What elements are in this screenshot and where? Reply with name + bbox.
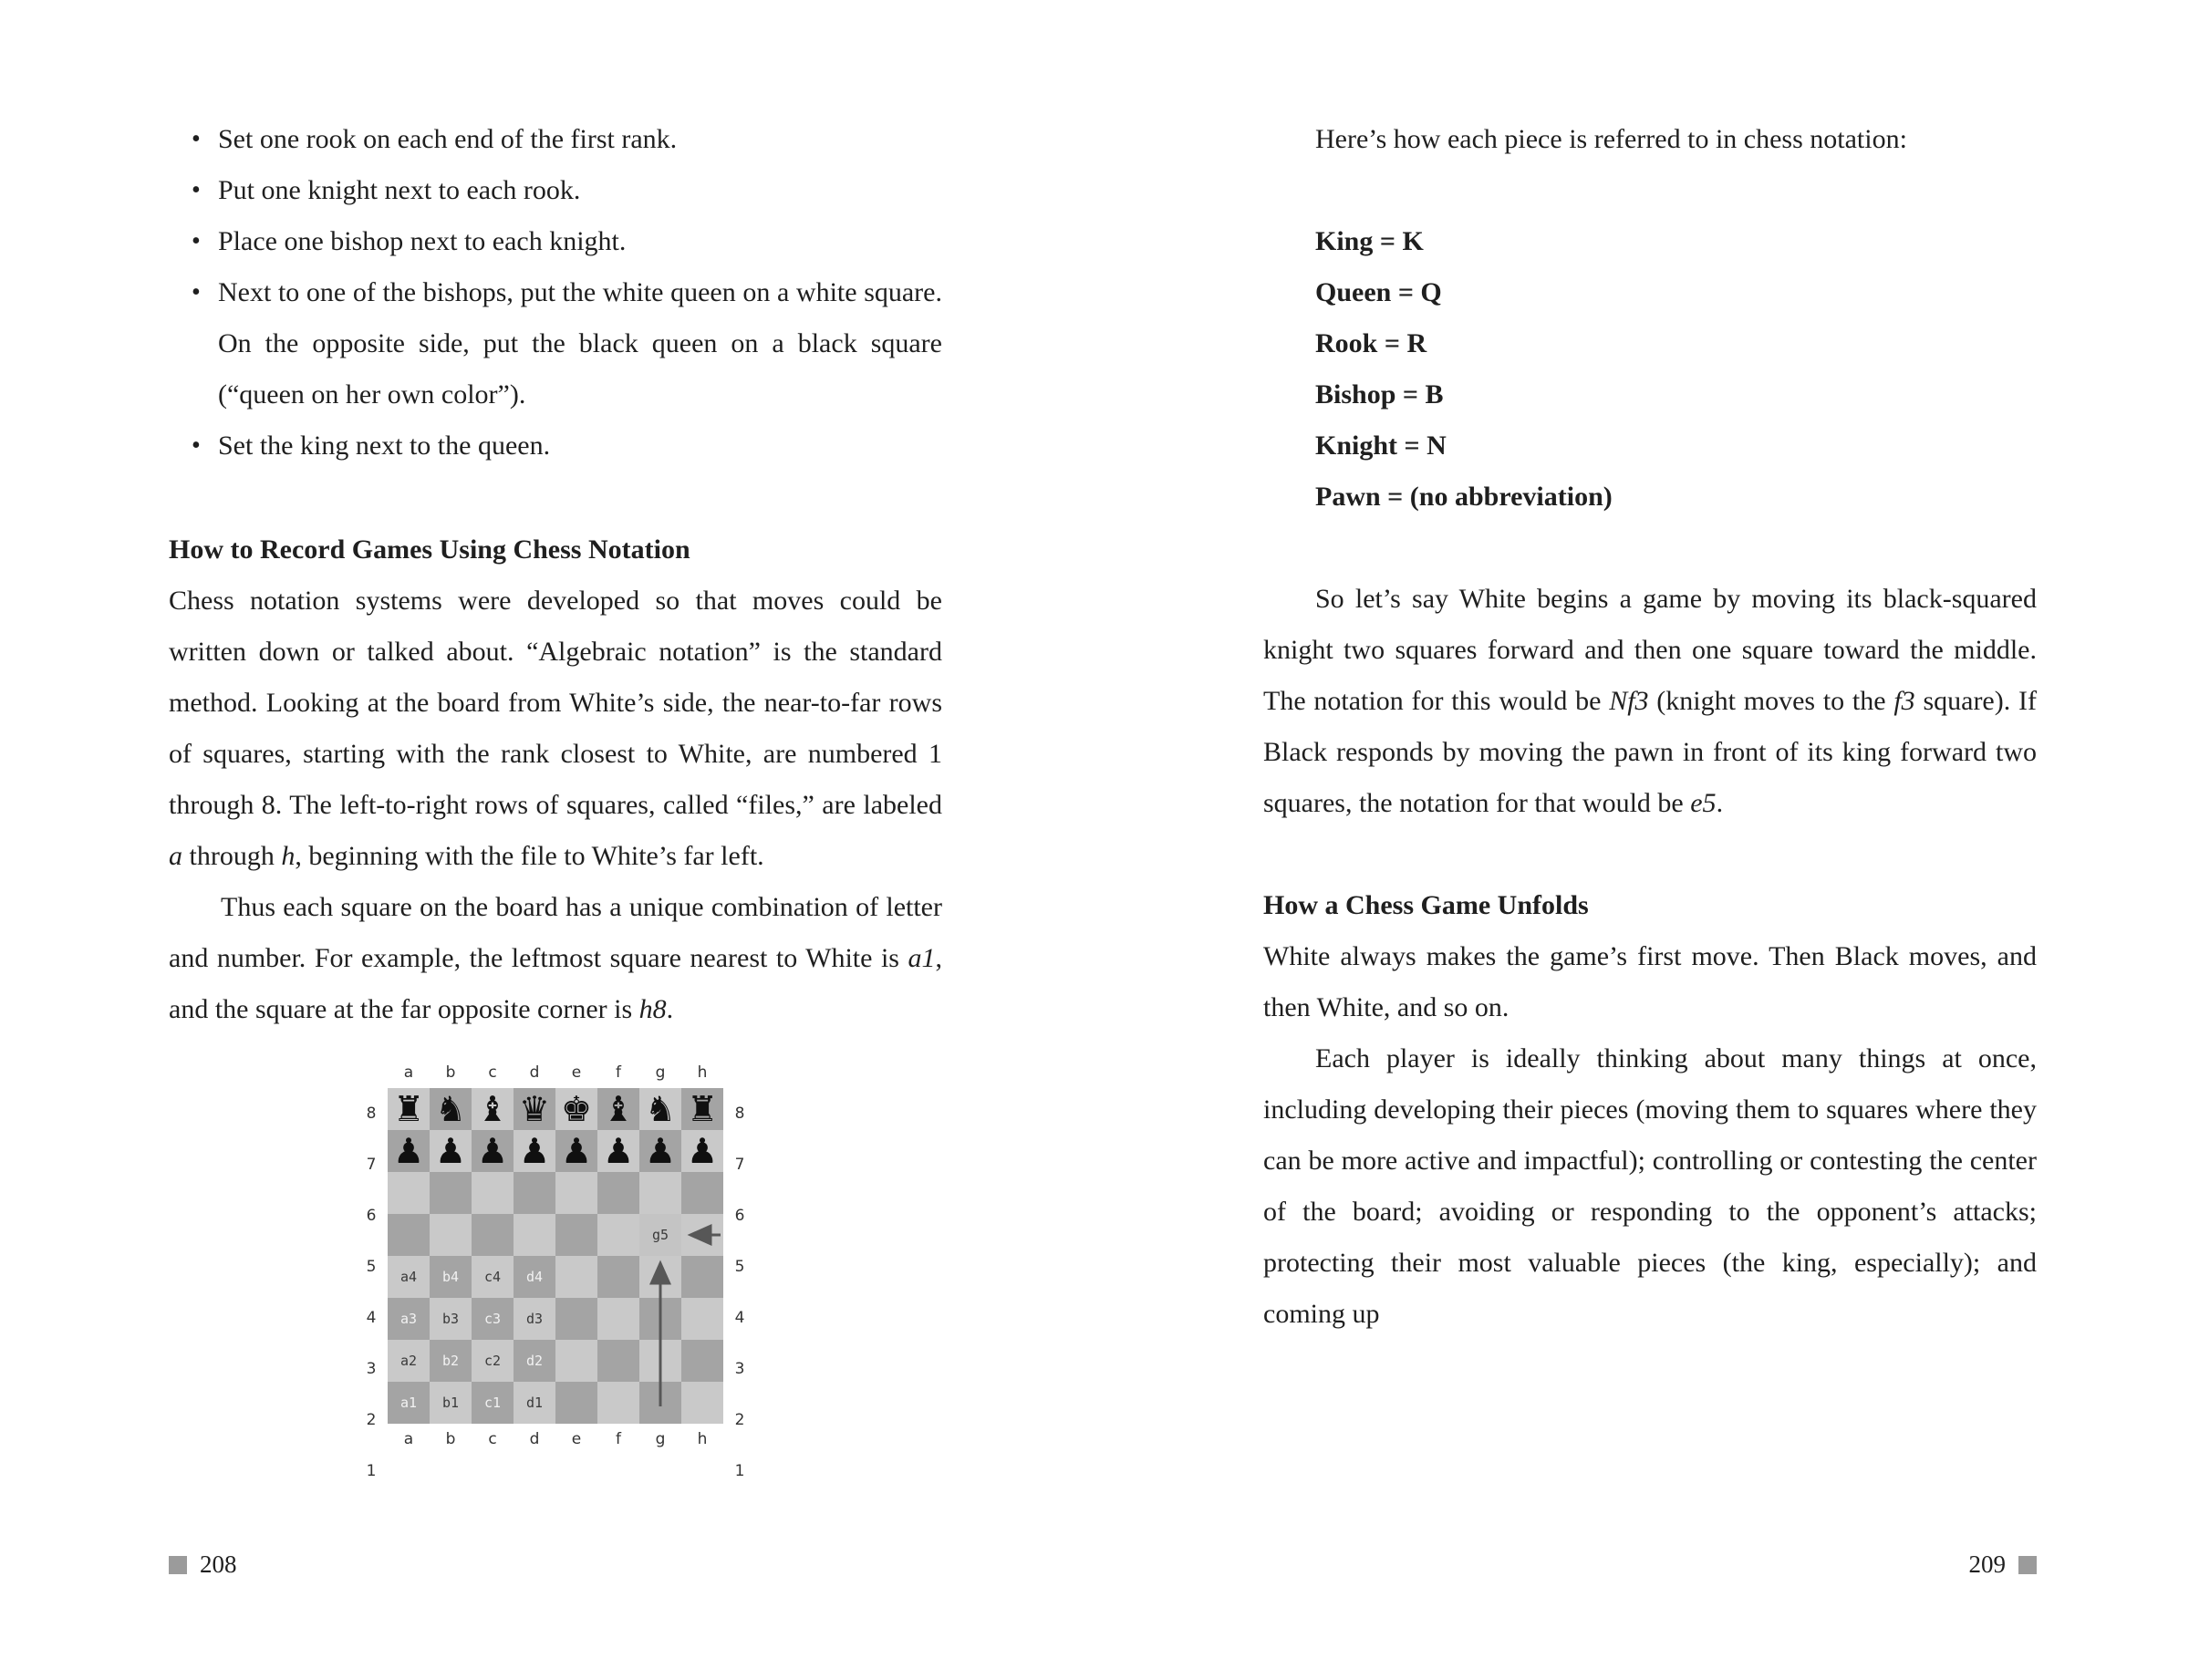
board-square-a7 xyxy=(388,1130,430,1172)
rank-label-3: 3 xyxy=(734,1360,745,1378)
notation-item-king: King = K xyxy=(1315,226,1424,256)
black-knight-icon: ♞ xyxy=(644,1089,677,1129)
board-square-a1 xyxy=(388,1382,430,1424)
board-square-a4 xyxy=(388,1256,430,1298)
chess-board xyxy=(388,1088,723,1424)
black-pawn-icon: ♟ xyxy=(686,1131,719,1171)
black-queen-icon: ♛ xyxy=(518,1089,551,1129)
board-square-b2 xyxy=(430,1340,472,1382)
chessboard-figure xyxy=(355,1057,756,1480)
section-heading-game-unfolds: How a Chess Game Unfolds xyxy=(1263,890,1589,920)
board-square-c5 xyxy=(472,1214,514,1256)
board-square-e2 xyxy=(555,1340,597,1382)
board-square-c4 xyxy=(472,1256,514,1298)
board-square-g3 xyxy=(639,1298,681,1340)
file-label-a: a xyxy=(403,1063,414,1082)
board-square-e4 xyxy=(555,1256,597,1298)
board-square-a6 xyxy=(388,1172,430,1214)
page-right xyxy=(1263,114,2037,1340)
rank-label-2: 2 xyxy=(366,1411,377,1429)
board-square-h1 xyxy=(681,1382,723,1424)
board-square-h5 xyxy=(681,1214,723,1256)
setup-bullet-list xyxy=(169,114,942,472)
board-square-h8 xyxy=(681,1088,723,1130)
notation-abbreviation-list xyxy=(1315,216,2037,523)
black-pawn-icon: ♟ xyxy=(434,1131,467,1171)
board-square-g8 xyxy=(639,1088,681,1130)
file-label-c: c xyxy=(488,1430,497,1448)
board-square-d3 xyxy=(514,1298,555,1340)
board-square-c1 xyxy=(472,1382,514,1424)
page-number-left-text: 208 xyxy=(200,1550,237,1578)
bullet-item-king: • Set the king next to the queen. xyxy=(218,420,942,472)
black-pawn-icon: ♟ xyxy=(560,1131,593,1171)
folio-ornament-left xyxy=(169,1556,187,1574)
board-square-g2 xyxy=(639,1340,681,1382)
board-square-f8 xyxy=(597,1088,639,1130)
board-square-e5 xyxy=(555,1214,597,1256)
board-square-b8 xyxy=(430,1088,472,1130)
board-middle xyxy=(355,1088,756,1480)
square-label-a1: a1 xyxy=(399,1394,418,1411)
file-label-d: d xyxy=(529,1430,540,1448)
paragraph-notation-reference-intro: Here’s how each piece is referred to in chess notation: xyxy=(1315,124,1907,154)
rank-label-7: 7 xyxy=(366,1156,377,1174)
rank-label-7: 7 xyxy=(734,1156,745,1174)
page-number-right-text: 209 xyxy=(1968,1550,2006,1578)
black-knight-icon: ♞ xyxy=(434,1089,467,1129)
board-square-f6 xyxy=(597,1172,639,1214)
rank-label-5: 5 xyxy=(366,1258,377,1276)
square-label-a4: a4 xyxy=(399,1268,418,1285)
board-square-d2 xyxy=(514,1340,555,1382)
board-square-e3 xyxy=(555,1298,597,1340)
square-label-a2: a2 xyxy=(399,1352,418,1369)
board-wrap xyxy=(388,1088,723,1424)
file-label-h: h xyxy=(697,1430,708,1448)
rank-label-4: 4 xyxy=(366,1309,377,1327)
board-square-b5 xyxy=(430,1214,472,1256)
file-label-d: d xyxy=(529,1063,540,1082)
black-king-icon: ♚ xyxy=(560,1089,593,1129)
board-square-a8 xyxy=(388,1088,430,1130)
board-square-b1 xyxy=(430,1382,472,1424)
file-label-e: e xyxy=(571,1063,582,1082)
rank-label-8: 8 xyxy=(366,1104,377,1123)
board-square-a3 xyxy=(388,1298,430,1340)
square-label-d3: d3 xyxy=(525,1310,544,1327)
rank-label-5: 5 xyxy=(734,1258,745,1276)
rank-label-3: 3 xyxy=(366,1360,377,1378)
board-square-d5 xyxy=(514,1214,555,1256)
rank-labels-left xyxy=(355,1088,388,1480)
page-number-right xyxy=(1969,1550,2038,1579)
rank-label-8: 8 xyxy=(734,1104,745,1123)
rank-label-1: 1 xyxy=(734,1462,745,1480)
rank-label-4: 4 xyxy=(734,1309,745,1327)
rank-label-6: 6 xyxy=(734,1207,745,1225)
board-square-f4 xyxy=(597,1256,639,1298)
section-heading-record-notation: How to Record Games Using Chess Notation xyxy=(169,534,690,565)
board-square-f5 xyxy=(597,1214,639,1256)
square-label-c4: c4 xyxy=(483,1268,502,1285)
page-number-left xyxy=(169,1550,237,1579)
board-square-f7 xyxy=(597,1130,639,1172)
board-square-f2 xyxy=(597,1340,639,1382)
board-square-h6 xyxy=(681,1172,723,1214)
square-label-c1: c1 xyxy=(483,1394,502,1411)
black-pawn-icon: ♟ xyxy=(644,1131,677,1171)
bullet-item-rooks: • Set one rook on each end of the first rank. xyxy=(218,114,942,165)
board-square-b4 xyxy=(430,1256,472,1298)
board-square-d8 xyxy=(514,1088,555,1130)
board-square-e7 xyxy=(555,1130,597,1172)
square-label-b4: b4 xyxy=(441,1268,460,1285)
board-square-d7 xyxy=(514,1130,555,1172)
file-labels-bottom xyxy=(388,1424,723,1455)
black-pawn-icon: ♟ xyxy=(392,1131,425,1171)
black-pawn-icon: ♟ xyxy=(602,1131,635,1171)
bullet-item-queens: • Next to one of the bishops, put the white queen on a white square. On the opposite side, put the black queen on a black square (“queen on her own color”). xyxy=(218,267,942,420)
file-label-b: b xyxy=(445,1430,456,1448)
black-pawn-icon: ♟ xyxy=(476,1131,509,1171)
file-label-c: c xyxy=(488,1063,497,1082)
board-square-c6 xyxy=(472,1172,514,1214)
rank-labels-right xyxy=(723,1088,756,1480)
square-label-c3: c3 xyxy=(483,1310,502,1327)
folio-ornament-right xyxy=(2018,1556,2037,1574)
black-pawn-icon: ♟ xyxy=(518,1131,551,1171)
board-square-c2 xyxy=(472,1340,514,1382)
square-label-b1: b1 xyxy=(441,1394,460,1411)
board-square-h7 xyxy=(681,1130,723,1172)
board-square-c7 xyxy=(472,1130,514,1172)
square-label-a3: a3 xyxy=(399,1310,418,1327)
board-square-f1 xyxy=(597,1382,639,1424)
black-rook-icon: ♜ xyxy=(686,1089,719,1129)
file-label-a: a xyxy=(403,1430,414,1448)
rank-label-1: 1 xyxy=(366,1462,377,1480)
notation-item-pawn: Pawn = (no abbreviation) xyxy=(1315,482,1613,512)
board-square-a2 xyxy=(388,1340,430,1382)
board-square-h3 xyxy=(681,1298,723,1340)
board-square-h4 xyxy=(681,1256,723,1298)
paragraph-square-names: Thus each square on the board has a unique combination of letter and number. For example, the leftmost square nearest to White is a1, and the square at the far opposite corner is h8. xyxy=(169,892,942,1024)
board-square-d6 xyxy=(514,1172,555,1214)
file-label-b: b xyxy=(445,1063,456,1082)
board-square-a5 xyxy=(388,1214,430,1256)
paragraph-first-move: White always makes the game’s first move. Then Black moves, and then White, and so on. xyxy=(1263,941,2037,1022)
board-square-g1 xyxy=(639,1382,681,1424)
board-square-b6 xyxy=(430,1172,472,1214)
square-label-b3: b3 xyxy=(441,1310,460,1327)
square-label-d2: d2 xyxy=(525,1352,544,1369)
file-label-f: f xyxy=(616,1430,621,1448)
board-square-e6 xyxy=(555,1172,597,1214)
board-square-c3 xyxy=(472,1298,514,1340)
rank-label-2: 2 xyxy=(734,1411,745,1429)
black-bishop-icon: ♝ xyxy=(476,1089,509,1129)
square-label-d1: d1 xyxy=(525,1394,544,1411)
notation-item-queen: Queen = Q xyxy=(1315,277,1442,307)
board-square-g7 xyxy=(639,1130,681,1172)
notation-item-knight: Knight = N xyxy=(1315,430,1447,461)
board-square-d1 xyxy=(514,1382,555,1424)
highlight-square-label: g5 xyxy=(651,1226,669,1243)
board-square-d4 xyxy=(514,1256,555,1298)
paragraph-player-thinking: Each player is ideally thinking about many things at once, including developing their pieces (moving them to squares where they can be more active and impactful); controlling or contesting the center of the board; avoiding or responding to the opponent’s attacks; protecting their most valuable pieces (the king, especially); and coming up xyxy=(1263,1043,2037,1329)
board-square-g4 xyxy=(639,1256,681,1298)
file-label-f: f xyxy=(616,1063,621,1082)
board-square-e8 xyxy=(555,1088,597,1130)
file-label-g: g xyxy=(655,1430,666,1448)
board-square-b7 xyxy=(430,1130,472,1172)
bullet-item-knights: • Put one knight next to each rook. xyxy=(218,165,942,216)
board-square-f3 xyxy=(597,1298,639,1340)
board-square-h2 xyxy=(681,1340,723,1382)
board-square-e1 xyxy=(555,1382,597,1424)
notation-item-bishop: Bishop = B xyxy=(1315,379,1444,410)
file-label-g: g xyxy=(655,1063,666,1082)
board-square-c8 xyxy=(472,1088,514,1130)
black-rook-icon: ♜ xyxy=(392,1089,425,1129)
file-label-h: h xyxy=(697,1063,708,1082)
rank-label-6: 6 xyxy=(366,1207,377,1225)
paragraph-notation-example: So let’s say White begins a game by moving its black-squared knight two squares forward and then one square toward the middle. The notation for this would be Nf3 (knight moves to the f3 square). If Black responds by moving the pawn in front of its king forward two squares, the notation for that would be e5. xyxy=(1263,584,2037,818)
square-label-d4: d4 xyxy=(525,1268,544,1285)
board-square-g6 xyxy=(639,1172,681,1214)
file-label-e: e xyxy=(571,1430,582,1448)
notation-item-rook: Rook = R xyxy=(1315,328,1427,358)
square-label-c2: c2 xyxy=(483,1352,502,1369)
bullet-item-bishops: • Place one bishop next to each knight. xyxy=(218,216,942,267)
paragraph-notation-intro: Chess notation systems were developed so that moves could be written down or talked about. “Algebraic notation” is the standard method. Looking at the board from White’s side, the near-to-far rows of squares, starting with the rank closest to White, are numbered 1 through 8. The left-to-right rows of squares, called “files,” are labeled a through h, beginning with the file to White’s far left. xyxy=(169,586,942,871)
board-square-b3 xyxy=(430,1298,472,1340)
black-bishop-icon: ♝ xyxy=(602,1089,635,1129)
file-labels-top xyxy=(388,1057,723,1088)
page-left xyxy=(169,114,942,1480)
board-square-g5 xyxy=(639,1214,681,1256)
square-label-b2: b2 xyxy=(441,1352,460,1369)
